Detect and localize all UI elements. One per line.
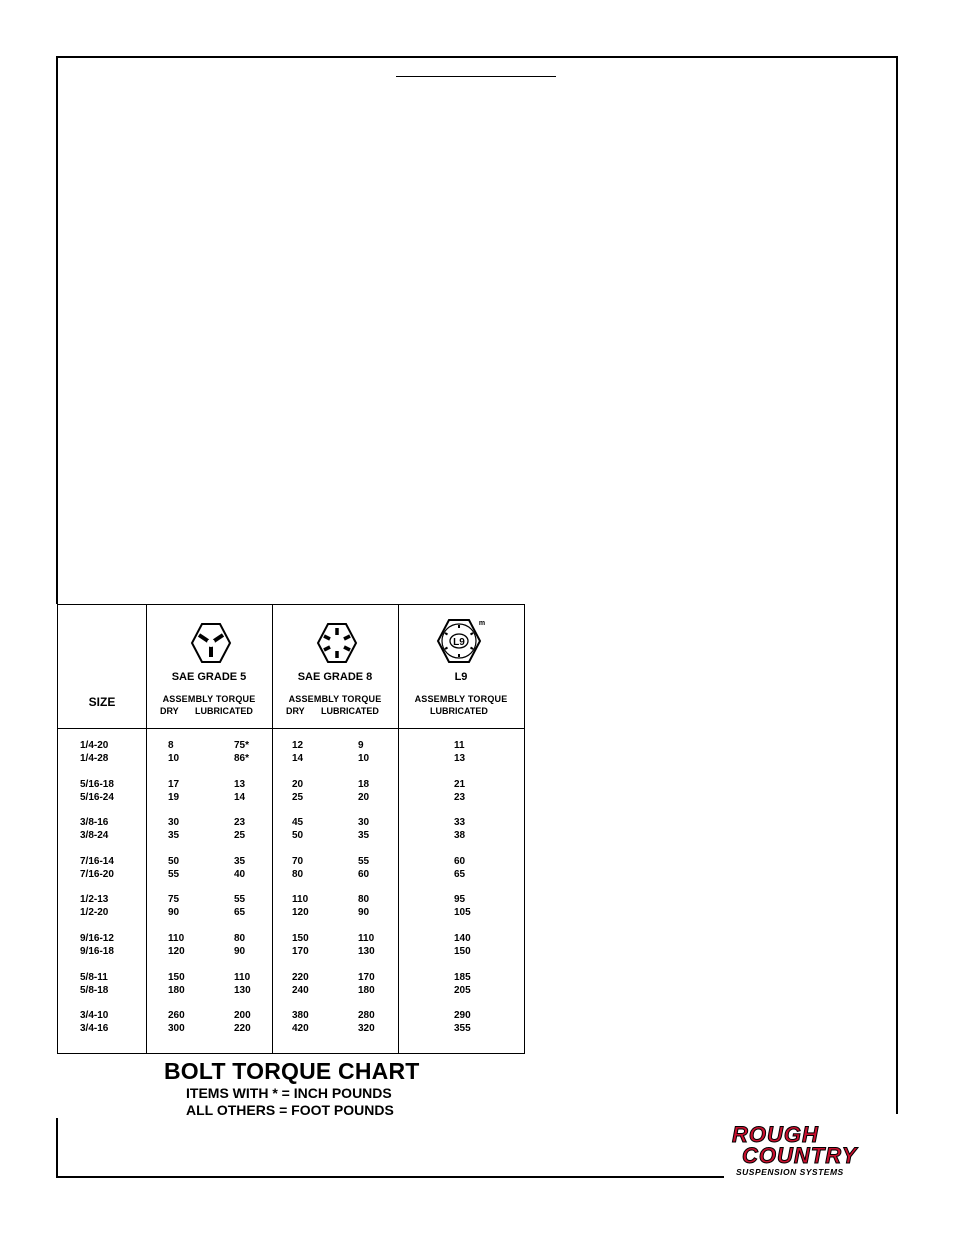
grade-5-lubricated-cell: 220: [234, 1023, 251, 1035]
l9-lubricated-cell: 38: [454, 830, 466, 842]
grade-5-dry-cell: 30: [168, 817, 180, 829]
grade-8-lubricated-cell: 130: [358, 946, 375, 957]
grade-8-dry-cell: 14: [292, 753, 304, 764]
grade-5-dry-cell: 110: [168, 933, 185, 944]
sae-grade-5-bolt-head-icon: [190, 622, 232, 664]
grade-5-lubricated-cell: 14: [234, 791, 246, 803]
l9-assembly-label: ASSEMBLY TORQUE: [414, 694, 508, 704]
grade-5-lubricated-cell: 200: [234, 1010, 251, 1022]
size-column-header: SIZE: [88, 695, 116, 709]
grade-5-dry-cell: 19: [168, 791, 180, 803]
caption-foot-pounds: ALL OTHERS = FOOT POUNDS: [186, 1102, 394, 1118]
grade-8-dry-cell: 150: [292, 933, 309, 944]
grade-5-lubricated-cell: 65: [234, 907, 246, 919]
logo-line-rough: ROUGH: [732, 1122, 819, 1147]
l9-lubricated-cell: 13: [454, 753, 466, 764]
grade-5-lubricated-cell: 40: [234, 868, 246, 880]
size-cell: 9/16-18: [80, 946, 114, 957]
grade-8-lubricated-cell: 30: [358, 817, 370, 829]
grade-8-dry-cell: 25: [292, 791, 304, 803]
grade-8-dry-cell: 420: [292, 1023, 309, 1035]
grade-8-dry-cell: 20: [292, 778, 304, 790]
page-frame-right: [896, 56, 898, 1114]
grade-8-lubricated-cell: 80: [358, 894, 370, 906]
size-cell: 3/4-10: [80, 1010, 109, 1022]
logo-line-country: COUNTRY: [742, 1143, 858, 1168]
size-cell: 9/16-12: [80, 933, 114, 944]
grade-5-dry-cell: 260: [168, 1010, 185, 1022]
grade-5-dry-cell: 17: [168, 778, 180, 790]
l9-lubricated-cell: 65: [454, 868, 466, 880]
l9-lubricated-cell: 140: [454, 933, 471, 944]
size-cell: 1/4-28: [80, 753, 109, 764]
grade-5-dry-cell: 75: [168, 894, 180, 906]
chart-title: BOLT TORQUE CHART: [164, 1058, 420, 1084]
page-frame-left-lower: [56, 1118, 58, 1178]
l9-lubricated-label: LUBRICATED: [430, 706, 488, 716]
grade-8-lubricated-cell: 170: [358, 971, 375, 983]
grade-8-dry-cell: 240: [292, 984, 309, 996]
grade-5-dry-cell: 150: [168, 971, 185, 983]
grade-8-lubricated-cell: 9: [358, 740, 364, 751]
grade-5-title: SAE GRADE 5: [171, 671, 247, 683]
l9-lubricated-cell: 355: [454, 1023, 471, 1035]
page-frame-top: [56, 56, 898, 58]
grade-5-assembly-label: ASSEMBLY TORQUE: [162, 694, 256, 704]
l9-lubricated-cell: 11: [454, 740, 465, 751]
grade-8-lubricated-cell: 320: [358, 1023, 375, 1035]
page-frame-bottom: [56, 1176, 724, 1178]
size-cell: 5/8-11: [80, 971, 108, 983]
grade-8-dry-cell: 70: [292, 855, 304, 867]
l9-title: L9: [454, 671, 468, 683]
caption-inch-pounds: ITEMS WITH * = INCH POUNDS: [186, 1085, 392, 1101]
grade-5-lubricated-cell: 23: [234, 817, 246, 829]
page-frame-left: [56, 56, 58, 604]
grade-8-dry-cell: 220: [292, 971, 309, 983]
grade-8-dry-cell: 120: [292, 907, 309, 919]
grade-5-dry-cell: 50: [168, 855, 180, 867]
size-cell: 7/16-20: [80, 868, 114, 880]
grade-5-dry-label: DRY: [160, 706, 179, 716]
grade-8-lubricated-label: LUBRICATED: [321, 706, 379, 716]
l9-lubricated-cell: 60: [454, 855, 466, 867]
bolt-torque-table: [57, 604, 525, 1054]
grade-5-dry-cell: 180: [168, 984, 185, 996]
grade-5-dry-cell: 10: [168, 753, 180, 764]
grade-8-lubricated-cell: 60: [358, 868, 370, 880]
grade-5-lubricated-label: LUBRICATED: [195, 706, 253, 716]
grade-8-lubricated-cell: 55: [358, 855, 370, 867]
grade-5-dry-cell: 90: [168, 907, 180, 919]
grade-8-dry-label: DRY: [286, 706, 305, 716]
grade-5-dry-cell: 300: [168, 1023, 185, 1035]
grade-5-lubricated-cell: 35: [234, 855, 246, 867]
grade-8-dry-cell: 110: [292, 894, 309, 906]
grade-5-dry-cell: 55: [168, 868, 180, 880]
grade-5-lubricated-cell: 86*: [234, 753, 250, 764]
grade-5-lubricated-cell: 80: [234, 933, 246, 944]
sae-grade-8-bolt-head-icon: [316, 622, 358, 664]
l9-lubricated-cell: 150: [454, 946, 471, 957]
grade-5-lubricated-cell: 55: [234, 894, 246, 906]
size-cell: 5/16-18: [80, 778, 114, 790]
grade-8-dry-cell: 170: [292, 946, 309, 957]
grade-8-dry-cell: 45: [292, 817, 304, 829]
grade-8-dry-cell: 50: [292, 830, 304, 842]
grade-5-dry-cell: 8: [168, 740, 174, 751]
grade-5-dry-cell: 35: [168, 830, 180, 842]
heading-underline: [396, 76, 556, 77]
l9-mark: m: [478, 620, 486, 627]
l9-lubricated-cell: 205: [454, 984, 471, 996]
grade-8-lubricated-cell: 35: [358, 830, 370, 842]
size-cell: 5/8-18: [80, 984, 109, 996]
size-cell: 1/2-13: [80, 894, 109, 906]
size-cell: 7/16-14: [80, 855, 114, 867]
grade-8-lubricated-cell: 20: [358, 791, 370, 803]
size-cell: 5/16-24: [80, 791, 114, 803]
grade-8-lubricated-cell: 10: [358, 753, 370, 764]
grade-5-lubricated-cell: 90: [234, 946, 246, 957]
size-cell: 3/4-16: [80, 1023, 109, 1035]
grade-5-lubricated-cell: 13: [234, 778, 246, 790]
grade-8-dry-cell: 380: [292, 1010, 309, 1022]
l9-lubricated-cell: 33: [454, 817, 466, 829]
l9-lubricated-cell: 290: [454, 1010, 471, 1022]
l9-icon-text: L9: [453, 637, 465, 648]
size-cell: 1/4-20: [80, 740, 109, 751]
size-cell: 3/8-24: [80, 830, 109, 842]
rough-country-logo: [728, 1122, 896, 1178]
l9-lubricated-cell: 185: [454, 971, 471, 983]
grade-5-lubricated-cell: 75*: [234, 740, 250, 751]
grade-8-dry-cell: 12: [292, 740, 304, 751]
grade-5-dry-cell: 120: [168, 946, 185, 957]
grade-8-lubricated-cell: 280: [358, 1010, 375, 1022]
size-cell: 3/8-16: [80, 817, 109, 829]
size-cell: 1/2-20: [80, 907, 109, 919]
grade-8-title: SAE GRADE 8: [297, 671, 373, 683]
grade-5-lubricated-cell: 25: [234, 830, 246, 842]
logo-tagline: SUSPENSION SYSTEMS: [736, 1167, 844, 1177]
grade-8-lubricated-cell: 110: [358, 933, 375, 944]
l9-lubricated-cell: 21: [454, 778, 466, 790]
grade-5-lubricated-cell: 130: [234, 984, 251, 996]
header-divider: [58, 728, 524, 729]
grade-8-lubricated-cell: 18: [358, 778, 370, 790]
grade-8-dry-cell: 80: [292, 868, 304, 880]
l9-lubricated-cell: 23: [454, 791, 466, 803]
grade-8-lubricated-cell: 90: [358, 907, 370, 919]
grade-8-assembly-label: ASSEMBLY TORQUE: [288, 694, 382, 704]
grade-5-lubricated-cell: 110: [234, 971, 251, 983]
grade-8-lubricated-cell: 180: [358, 984, 375, 996]
l9-lubricated-cell: 105: [454, 907, 471, 919]
l9-lubricated-cell: 95: [454, 894, 466, 906]
l9-bolt-head-icon: [435, 616, 489, 664]
